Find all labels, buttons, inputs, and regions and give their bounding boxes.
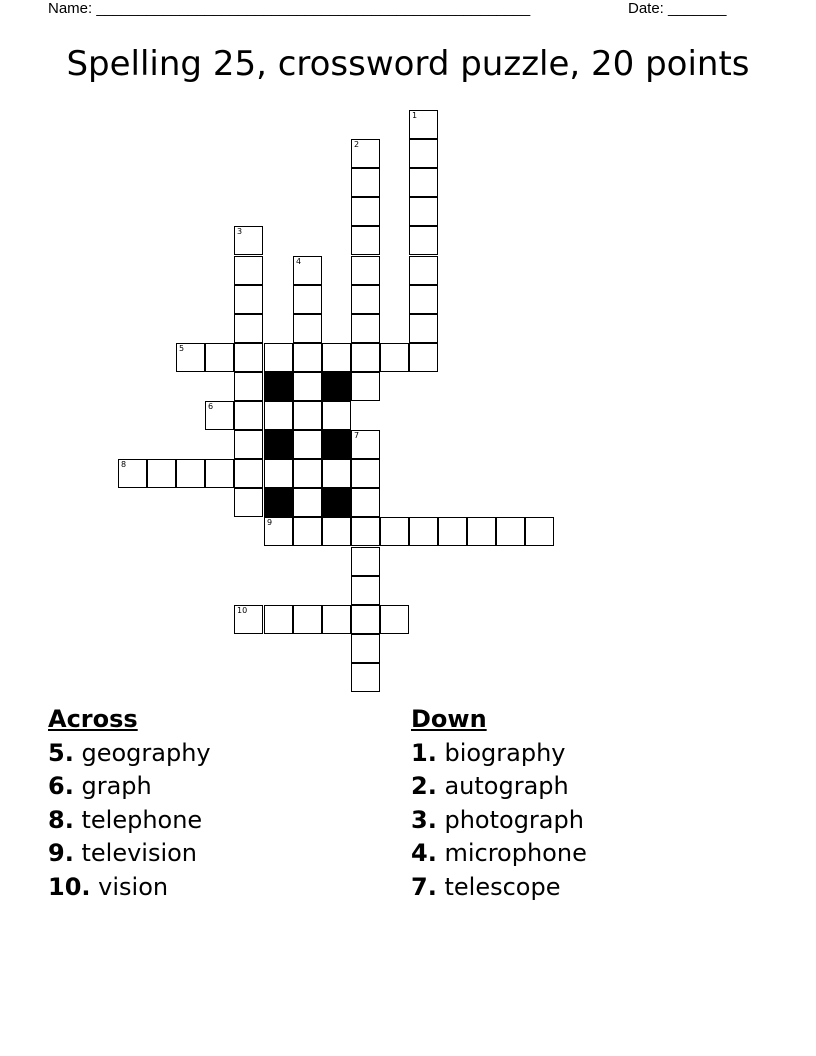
name-line[interactable]	[48, 0, 530, 17]
crossword-cell[interactable]	[409, 226, 438, 255]
crossword-cell[interactable]	[351, 663, 380, 692]
crossword-cell[interactable]	[380, 517, 409, 546]
crossword-cell[interactable]	[351, 256, 380, 285]
crossword-cell[interactable]	[351, 139, 380, 168]
crossword-cell[interactable]	[409, 517, 438, 546]
crossword-cell[interactable]	[322, 517, 351, 546]
blocked-cell	[322, 372, 351, 401]
crossword-cell[interactable]	[293, 459, 322, 488]
clue-number: 2	[354, 140, 360, 149]
crossword-cell[interactable]	[322, 605, 351, 634]
clue-number: 8	[121, 460, 127, 469]
crossword-cell[interactable]	[438, 517, 467, 546]
crossword-cell[interactable]	[409, 256, 438, 285]
crossword-cell[interactable]	[409, 139, 438, 168]
name-label: Name:	[48, 0, 93, 17]
crossword-cell[interactable]	[293, 517, 322, 546]
clue-item: 3. photograph	[411, 805, 584, 834]
crossword-cell[interactable]	[496, 517, 525, 546]
crossword-cell[interactable]	[264, 517, 293, 546]
down-heading: Down	[411, 705, 487, 733]
blocked-cell	[264, 430, 293, 459]
crossword-cell[interactable]	[293, 372, 322, 401]
crossword-cell[interactable]	[351, 168, 380, 197]
clue-number: 1	[412, 111, 418, 120]
clue-number: 10	[237, 606, 248, 615]
crossword-cell[interactable]	[264, 401, 293, 430]
date-label: Date:	[628, 0, 664, 17]
crossword-cell[interactable]	[351, 285, 380, 314]
clue-number: 9	[267, 518, 273, 527]
crossword-cell[interactable]	[234, 430, 263, 459]
crossword-cell[interactable]	[322, 401, 351, 430]
date-line[interactable]	[628, 0, 726, 17]
crossword-cell[interactable]	[293, 285, 322, 314]
clue-number: 6	[208, 402, 214, 411]
crossword-cell[interactable]	[409, 285, 438, 314]
crossword-cell[interactable]	[351, 343, 380, 372]
crossword-cell[interactable]	[205, 459, 234, 488]
crossword-cell[interactable]	[351, 605, 380, 634]
crossword-cell[interactable]	[205, 401, 234, 430]
blocked-cell	[322, 430, 351, 459]
crossword-cell[interactable]	[293, 256, 322, 285]
crossword-cell[interactable]	[293, 605, 322, 634]
crossword-cell[interactable]	[351, 576, 380, 605]
crossword-cell[interactable]	[351, 226, 380, 255]
crossword-cell[interactable]	[351, 459, 380, 488]
blocked-cell	[264, 488, 293, 517]
crossword-cell[interactable]	[351, 197, 380, 226]
crossword-cell[interactable]	[351, 488, 380, 517]
crossword-cell[interactable]	[293, 488, 322, 517]
crossword-cell[interactable]	[234, 256, 263, 285]
clue-item: 5. geography	[48, 738, 211, 767]
crossword-cell[interactable]	[205, 343, 234, 372]
clue-number: 5	[179, 344, 185, 353]
clue-item: 2. autograph	[411, 772, 569, 800]
crossword-cell[interactable]	[234, 401, 263, 430]
clue-number: 3	[237, 227, 243, 236]
crossword-cell[interactable]	[409, 343, 438, 372]
crossword-cell[interactable]	[234, 459, 263, 488]
name-blank[interactable]: ____________________________________________________	[96, 0, 531, 17]
page-title: Spelling 25, crossword puzzle, 20 points	[66, 44, 750, 84]
clue-item: 9. television	[48, 839, 198, 867]
crossword-cell[interactable]	[264, 343, 293, 372]
crossword-cell[interactable]	[293, 430, 322, 459]
crossword-cell[interactable]	[525, 517, 554, 546]
crossword-cell[interactable]	[351, 314, 380, 343]
crossword-cell[interactable]	[264, 459, 293, 488]
crossword-cell[interactable]	[409, 314, 438, 343]
crossword-cell[interactable]	[322, 343, 351, 372]
crossword-cell[interactable]	[234, 488, 263, 517]
clue-item: 6. graph	[48, 772, 152, 800]
crossword-cell[interactable]	[409, 197, 438, 226]
crossword-cell[interactable]	[351, 634, 380, 663]
crossword-cell[interactable]	[234, 226, 263, 255]
crossword-cell[interactable]	[234, 285, 263, 314]
clue-number: 4	[296, 257, 302, 266]
clue-item: 1. biography	[411, 738, 566, 767]
crossword-cell[interactable]	[380, 605, 409, 634]
crossword-cell[interactable]	[293, 314, 322, 343]
clue-item: 4. microphone	[411, 839, 587, 867]
crossword-cell[interactable]	[234, 372, 263, 401]
crossword-cell[interactable]	[147, 459, 176, 488]
crossword-cell[interactable]	[409, 168, 438, 197]
crossword-cell[interactable]	[176, 459, 205, 488]
crossword-cell[interactable]	[264, 605, 293, 634]
clue-item: 10. vision	[48, 872, 169, 901]
crossword-cell[interactable]	[293, 401, 322, 430]
across-clues	[48, 703, 211, 904]
crossword-cell[interactable]	[351, 430, 380, 459]
crossword-cell[interactable]	[467, 517, 496, 546]
blocked-cell	[264, 372, 293, 401]
crossword-cell[interactable]	[409, 110, 438, 139]
clue-item: 7. telescope	[411, 872, 561, 901]
crossword-cell[interactable]	[351, 517, 380, 546]
crossword-cell[interactable]	[118, 459, 147, 488]
crossword-cell[interactable]	[322, 459, 351, 488]
crossword-cell[interactable]	[380, 343, 409, 372]
crossword-cell[interactable]	[176, 343, 205, 372]
crossword-cell[interactable]	[234, 605, 263, 634]
crossword-cell[interactable]	[234, 314, 263, 343]
across-heading: Across	[48, 705, 138, 733]
crossword-cell[interactable]	[351, 547, 380, 576]
crossword-cell[interactable]	[293, 343, 322, 372]
clue-number: 7	[354, 431, 360, 440]
crossword-cell[interactable]	[234, 343, 263, 372]
down-clues	[411, 703, 587, 904]
crossword-cell[interactable]	[351, 372, 380, 401]
clue-item: 8. telephone	[48, 805, 203, 834]
date-blank[interactable]: _______	[668, 0, 727, 17]
blocked-cell	[322, 488, 351, 517]
